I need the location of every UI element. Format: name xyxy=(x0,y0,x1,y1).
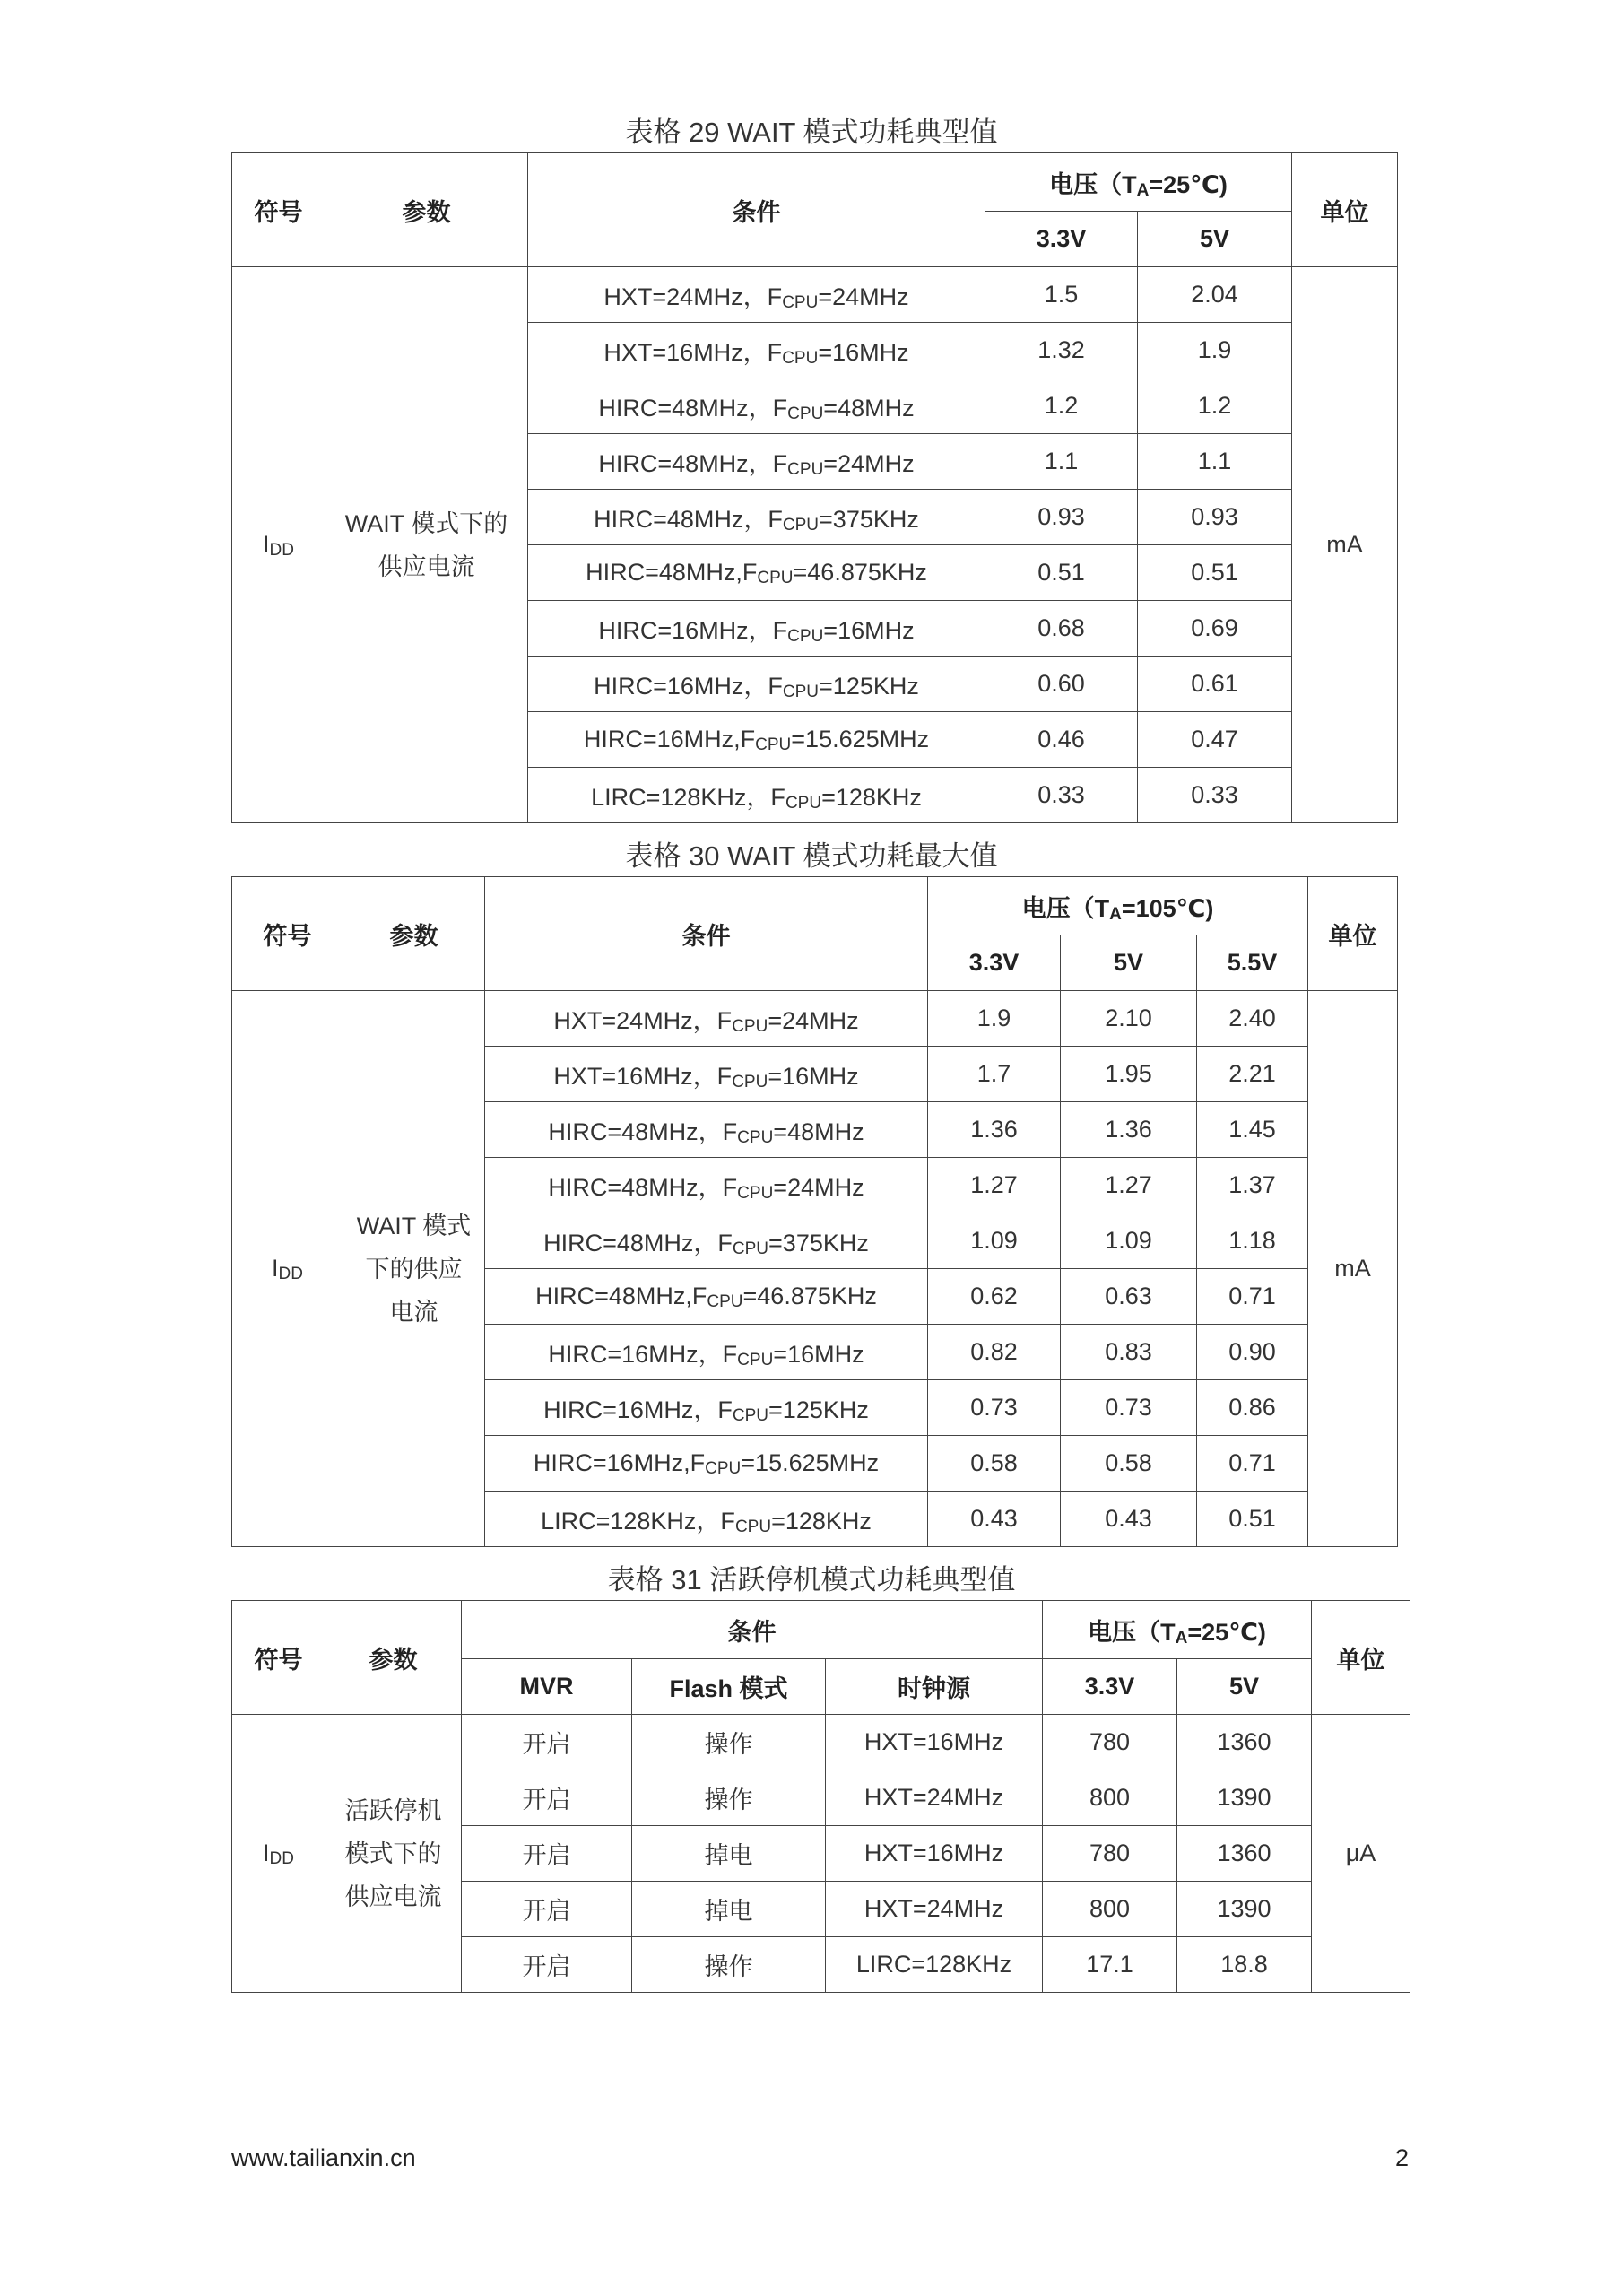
value-3v3: 0.46 xyxy=(985,712,1138,768)
condition-cell: HIRC=16MHz，FCPU=125KHz xyxy=(485,1380,928,1436)
header-voltage-3v3: 3.3V xyxy=(985,212,1138,267)
value-3v3: 0.51 xyxy=(985,545,1138,601)
value-3v3: 0.68 xyxy=(985,601,1138,657)
value-3v3: 800 xyxy=(1043,1882,1177,1937)
condition-cell: HIRC=16MHz，FCPU=16MHz xyxy=(485,1325,928,1380)
value-5v: 1.9 xyxy=(1138,323,1292,378)
condition-cell: HXT=24MHz，FCPU=24MHz xyxy=(485,991,928,1047)
value-5v5: 1.37 xyxy=(1197,1158,1308,1213)
value-5v: 0.58 xyxy=(1061,1436,1197,1492)
condition-cell: HIRC=16MHz,FCPU=15.625MHz xyxy=(528,712,985,768)
value-5v: 1.36 xyxy=(1061,1102,1197,1158)
header-condition: 条件 xyxy=(485,877,928,991)
value-5v: 1.09 xyxy=(1061,1213,1197,1269)
flash-cell: 掉电 xyxy=(632,1882,826,1937)
header-condition: 条件 xyxy=(462,1601,1043,1659)
value-5v5: 0.90 xyxy=(1197,1325,1308,1380)
condition-cell: HIRC=48MHz，FCPU=24MHz xyxy=(528,434,985,490)
condition-cell: HIRC=16MHz，FCPU=125KHz xyxy=(528,657,985,712)
table30-caption: 表格 30 WAIT 模式功耗最大值 xyxy=(625,840,998,872)
unit-cell: μA xyxy=(1312,1715,1410,1993)
value-5v: 0.51 xyxy=(1138,545,1292,601)
header-voltage-3v3: 3.3V xyxy=(928,935,1061,991)
clock-cell: HXT=16MHz xyxy=(826,1826,1043,1882)
value-3v3: 1.32 xyxy=(985,323,1138,378)
header-symbol: 符号 xyxy=(232,1601,325,1715)
value-5v: 1.1 xyxy=(1138,434,1292,490)
condition-cell: HXT=16MHz，FCPU=16MHz xyxy=(485,1047,928,1102)
flash-cell: 操作 xyxy=(632,1715,826,1770)
value-3v3: 1.36 xyxy=(928,1102,1061,1158)
condition-cell: HIRC=48MHz，FCPU=24MHz xyxy=(485,1158,928,1213)
value-3v3: 1.9 xyxy=(928,991,1061,1047)
value-5v5: 1.18 xyxy=(1197,1213,1308,1269)
header-voltage: 电压（TA=105℃) xyxy=(928,877,1308,935)
value-5v: 0.33 xyxy=(1138,768,1292,823)
value-3v3: 780 xyxy=(1043,1826,1177,1882)
condition-cell: HIRC=48MHz,FCPU=46.875KHz xyxy=(485,1269,928,1325)
value-3v3: 0.62 xyxy=(928,1269,1061,1325)
header-voltage-5v: 5V xyxy=(1138,212,1292,267)
header-param: 参数 xyxy=(325,1601,462,1715)
table31 xyxy=(231,1600,1410,1993)
footer-website-link[interactable]: www.tailianxin.cn xyxy=(231,2144,416,2171)
header-unit: 单位 xyxy=(1292,153,1398,267)
param-cell: 活跃停机 模式下的 供应电流 xyxy=(325,1715,462,1993)
value-5v: 1.27 xyxy=(1061,1158,1197,1213)
unit-cell: mA xyxy=(1308,991,1398,1547)
param-cell: WAIT 模式下的 供应电流 xyxy=(325,267,528,823)
condition-cell: HXT=24MHz，FCPU=24MHz xyxy=(528,267,985,323)
table29-caption: 表格 29 WAIT 模式功耗典型值 xyxy=(625,117,998,148)
value-5v5: 0.86 xyxy=(1197,1380,1308,1436)
flash-cell: 操作 xyxy=(632,1770,826,1826)
table-row xyxy=(232,1715,1410,1770)
value-3v3: 0.58 xyxy=(928,1436,1061,1492)
value-5v: 1390 xyxy=(1177,1770,1312,1826)
condition-cell: LIRC=128KHz，FCPU=128KHz xyxy=(485,1492,928,1547)
value-5v: 0.63 xyxy=(1061,1269,1197,1325)
condition-cell: HIRC=48MHz，FCPU=375KHz xyxy=(485,1213,928,1269)
value-5v: 0.73 xyxy=(1061,1380,1197,1436)
header-clock-source: 时钟源 xyxy=(826,1659,1043,1715)
clock-cell: HXT=24MHz xyxy=(826,1770,1043,1826)
value-3v3: 1.5 xyxy=(985,267,1138,323)
mvr-cell: 开启 xyxy=(462,1715,632,1770)
value-5v5: 0.51 xyxy=(1197,1492,1308,1547)
header-param: 参数 xyxy=(325,153,528,267)
value-5v: 2.04 xyxy=(1138,267,1292,323)
value-5v: 18.8 xyxy=(1177,1937,1312,1993)
header-symbol: 符号 xyxy=(232,153,325,267)
condition-cell: HXT=16MHz，FCPU=16MHz xyxy=(528,323,985,378)
header-param: 参数 xyxy=(343,877,485,991)
header-mvr: MVR xyxy=(462,1659,632,1715)
header-unit: 单位 xyxy=(1312,1601,1410,1715)
condition-cell: HIRC=16MHz,FCPU=15.625MHz xyxy=(485,1436,928,1492)
flash-cell: 掉电 xyxy=(632,1826,826,1882)
value-3v3: 1.2 xyxy=(985,378,1138,434)
value-5v5: 2.21 xyxy=(1197,1047,1308,1102)
symbol-cell: IDD xyxy=(232,1715,325,1993)
value-5v5: 0.71 xyxy=(1197,1269,1308,1325)
value-3v3: 0.73 xyxy=(928,1380,1061,1436)
condition-cell: LIRC=128KHz，FCPU=128KHz xyxy=(528,768,985,823)
symbol-cell: IDD xyxy=(232,991,343,1547)
value-5v: 0.93 xyxy=(1138,490,1292,545)
value-3v3: 0.60 xyxy=(985,657,1138,712)
clock-cell: LIRC=128KHz xyxy=(826,1937,1043,1993)
header-symbol: 符号 xyxy=(232,877,343,991)
value-3v3: 1.09 xyxy=(928,1213,1061,1269)
condition-cell: HIRC=48MHz，FCPU=48MHz xyxy=(485,1102,928,1158)
header-voltage: 电压（TA=25℃) xyxy=(1043,1601,1312,1659)
table-row xyxy=(232,991,1398,1047)
value-5v: 1360 xyxy=(1177,1715,1312,1770)
table-row xyxy=(232,267,1398,323)
condition-cell: HIRC=48MHz,FCPU=46.875KHz xyxy=(528,545,985,601)
value-3v3: 0.33 xyxy=(985,768,1138,823)
value-3v3: 780 xyxy=(1043,1715,1177,1770)
value-5v: 0.69 xyxy=(1138,601,1292,657)
header-voltage-5v: 5V xyxy=(1177,1659,1312,1715)
value-5v: 1.95 xyxy=(1061,1047,1197,1102)
clock-cell: HXT=24MHz xyxy=(826,1882,1043,1937)
condition-cell: HIRC=16MHz，FCPU=16MHz xyxy=(528,601,985,657)
header-unit: 单位 xyxy=(1308,877,1398,991)
clock-cell: HXT=16MHz xyxy=(826,1715,1043,1770)
value-3v3: 1.1 xyxy=(985,434,1138,490)
header-condition: 条件 xyxy=(528,153,985,267)
header-voltage-3v3: 3.3V xyxy=(1043,1659,1177,1715)
value-5v: 0.43 xyxy=(1061,1492,1197,1547)
value-3v3: 0.93 xyxy=(985,490,1138,545)
value-5v: 0.47 xyxy=(1138,712,1292,768)
mvr-cell: 开启 xyxy=(462,1770,632,1826)
header-flash-mode: Flash 模式 xyxy=(632,1659,826,1715)
value-5v5: 0.71 xyxy=(1197,1436,1308,1492)
flash-cell: 操作 xyxy=(632,1937,826,1993)
header-voltage-5v5: 5.5V xyxy=(1197,935,1308,991)
value-5v: 0.61 xyxy=(1138,657,1292,712)
value-5v5: 1.45 xyxy=(1197,1102,1308,1158)
value-5v: 1.2 xyxy=(1138,378,1292,434)
table30 xyxy=(231,876,1398,1547)
value-5v: 1360 xyxy=(1177,1826,1312,1882)
value-3v3: 1.7 xyxy=(928,1047,1061,1102)
condition-cell: HIRC=48MHz，FCPU=48MHz xyxy=(528,378,985,434)
value-3v3: 0.82 xyxy=(928,1325,1061,1380)
value-3v3: 1.27 xyxy=(928,1158,1061,1213)
unit-cell: mA xyxy=(1292,267,1398,823)
mvr-cell: 开启 xyxy=(462,1882,632,1937)
mvr-cell: 开启 xyxy=(462,1937,632,1993)
header-voltage-5v: 5V xyxy=(1061,935,1197,991)
header-voltage: 电压（TA=25℃) xyxy=(985,153,1292,212)
table29 xyxy=(231,152,1398,823)
value-5v5: 2.40 xyxy=(1197,991,1308,1047)
param-cell: WAIT 模式 下的供应 电流 xyxy=(343,991,485,1547)
value-3v3: 800 xyxy=(1043,1770,1177,1826)
value-5v: 2.10 xyxy=(1061,991,1197,1047)
value-5v: 0.83 xyxy=(1061,1325,1197,1380)
page-number: 2 xyxy=(1395,2144,1410,2171)
mvr-cell: 开启 xyxy=(462,1826,632,1882)
symbol-cell: IDD xyxy=(232,267,325,823)
condition-cell: HIRC=48MHz，FCPU=375KHz xyxy=(528,490,985,545)
value-3v3: 17.1 xyxy=(1043,1937,1177,1993)
table31-caption: 表格 31 活跃停机模式功耗典型值 xyxy=(607,1564,1016,1596)
value-5v: 1390 xyxy=(1177,1882,1312,1937)
value-3v3: 0.43 xyxy=(928,1492,1061,1547)
